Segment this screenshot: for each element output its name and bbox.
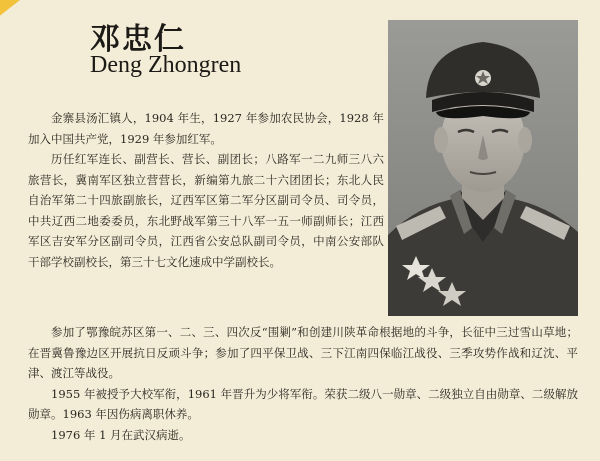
portrait-illustration: [388, 20, 578, 316]
name-chinese: 邓忠仁: [90, 22, 186, 57]
name-english: Deng Zhongren: [90, 52, 242, 78]
biography-upper: [28, 108, 384, 272]
biography-lower: [28, 322, 578, 445]
bio-paragraph: 1955 年被授予大校军衔，1961 年晋升为少将军衔。荣获二级八一勋章、二级独立自由勋章、二级解放勋章。1963 年因伤病离职休养。: [28, 386, 578, 421]
bio-paragraph: 金寨县汤汇镇人，1904 年生，1927 年参加农民协会，1928 年加入中国共产党，1929 年参加红军。: [28, 111, 384, 146]
bio-paragraph: 1976 年 1 月在武汉病逝。: [51, 427, 191, 442]
bio-paragraph: 参加了鄂豫皖苏区第一、二、三、四次反“围剿”和创建川陕革命根据地的斗争，长征中三过雪山草地；在晋冀鲁豫边区开展抗日反顽斗争；参加了四平保卫战、三下江南四保临江战役、三季攻势作战和辽沈、平津、渡江等战役。: [28, 325, 578, 380]
corner-decoration: [0, 0, 86, 61]
portrait-photo: [388, 20, 578, 316]
bio-paragraph: 历任红军连长、副营长、营长、副团长；八路军一二九师三八六旅营长，冀南军区独立营营长，新编第九旅二十六团团长；东北人民自治军第二十四旅副旅长，辽西军区第二军分区副司令员、司令员，中共辽西二地委委员，东北野战军第三十八军一五一师副师长；江西军区吉安军分区副司令员，江西省公安总队副司令员，中南公安部队干部学校副校长，第三十七文化速成中学副校长。: [28, 152, 384, 269]
gold-stripe: [0, 0, 67, 37]
